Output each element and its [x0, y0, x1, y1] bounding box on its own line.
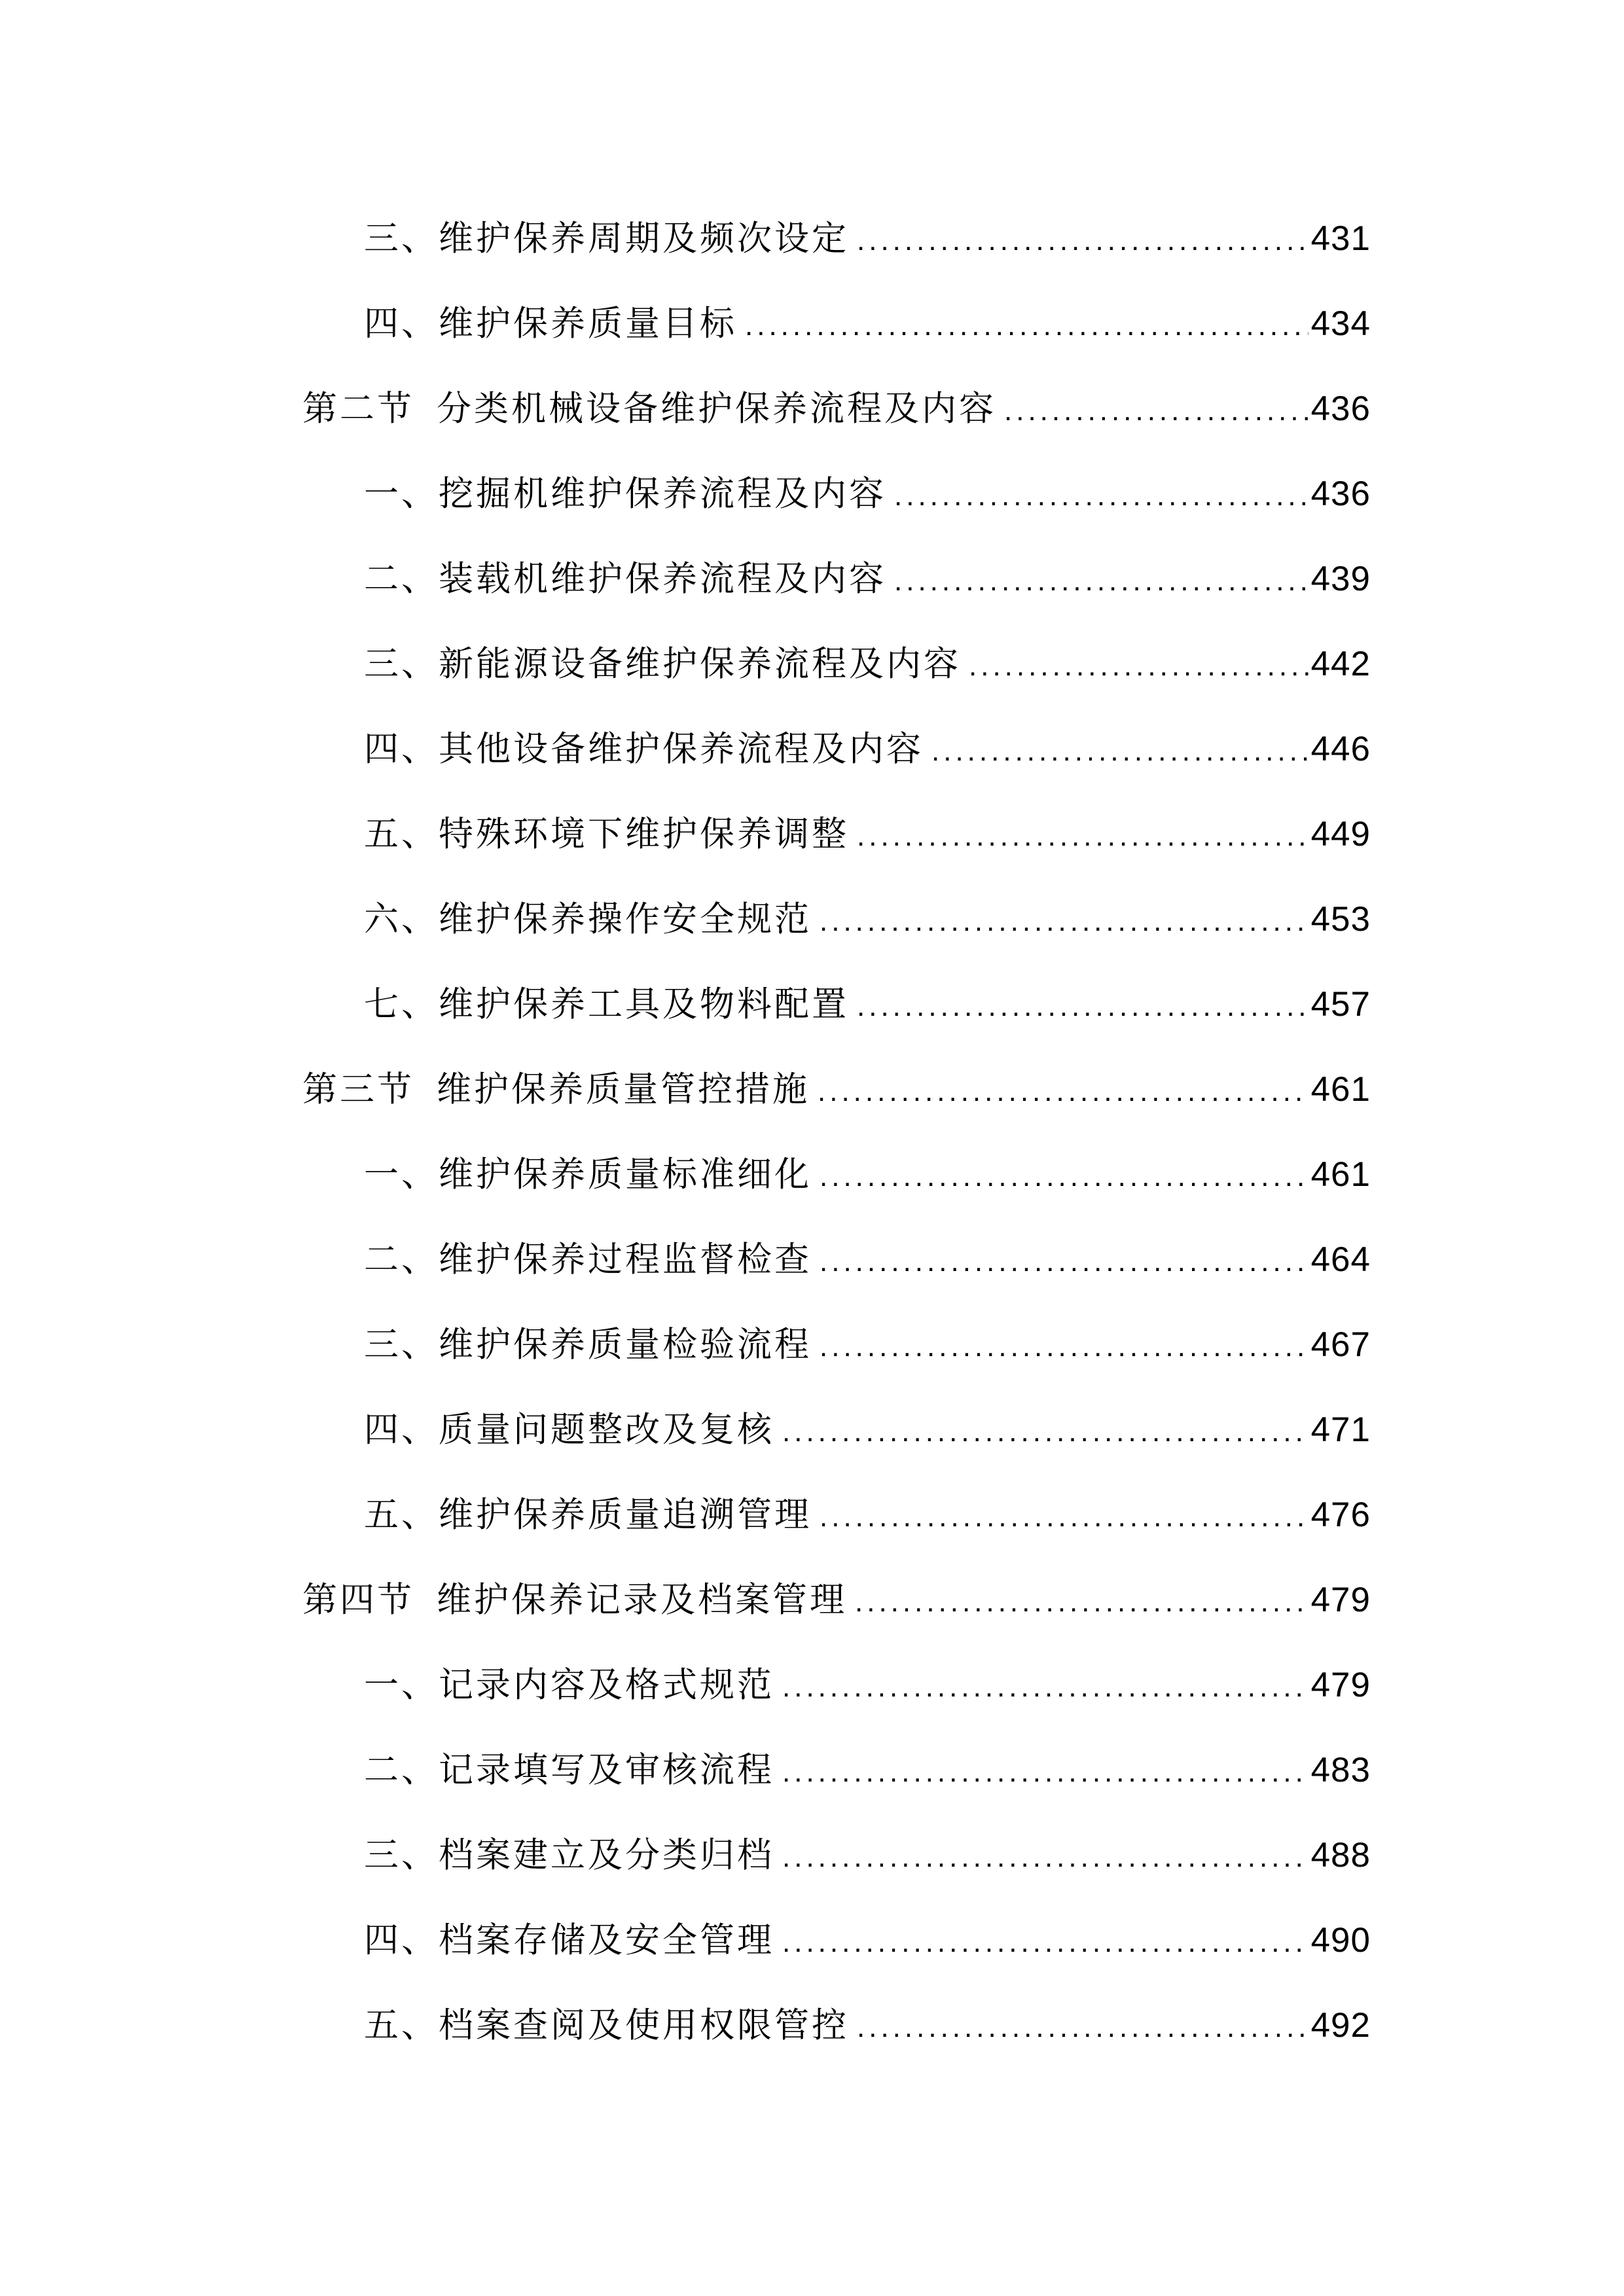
toc-entry-title: 一、维护保养质量标准细化 [364, 1155, 812, 1194]
toc-entry[interactable] [364, 1911, 1371, 1970]
toc-entry-title: 七、维护保养工具及物料配置 [364, 984, 849, 1024]
toc-dot-leader [820, 1147, 1308, 1206]
toc-section-number: 第四节 [302, 1580, 414, 1620]
toc-dot-leader [1004, 382, 1308, 440]
toc-entry[interactable] [364, 1741, 1371, 1800]
toc-section-heading [302, 1571, 847, 1630]
toc-entry[interactable] [364, 465, 1371, 524]
toc-dot-leader [818, 1062, 1308, 1121]
toc-page-number: 461 [1310, 1070, 1371, 1109]
toc-entry[interactable] [364, 1401, 1371, 1460]
toc-section-number: 第二节 [302, 389, 414, 429]
toc-page-number: 446 [1310, 730, 1371, 768]
toc-dot-leader [857, 977, 1308, 1036]
toc-entry-title: 一、记录内容及格式规范 [364, 1665, 774, 1705]
toc-page-number: 476 [1310, 1496, 1371, 1534]
toc-page-number: 439 [1310, 560, 1371, 598]
toc-dot-leader [855, 1573, 1308, 1632]
toc-entry-title: 二、记录填写及审核流程 [364, 1750, 774, 1790]
toc-entry-title: 五、特殊环境下维护保养调整 [364, 814, 849, 854]
toc-entry[interactable] [364, 1316, 1371, 1374]
toc-entry-title: 三、档案建立及分类归档 [364, 1835, 774, 1875]
toc-page-number: 479 [1310, 1666, 1371, 1704]
toc-entry-title: 三、维护保养质量检验流程 [364, 1325, 812, 1365]
toc-entry[interactable] [364, 209, 1371, 268]
toc-page-number: 436 [1310, 475, 1371, 513]
toc-entry[interactable] [364, 635, 1371, 694]
toc-dot-leader [857, 211, 1308, 270]
toc-entry[interactable] [364, 1230, 1371, 1289]
toc-entry-title: 六、维护保养操作安全规范 [364, 899, 812, 939]
toc-page-number: 449 [1310, 815, 1371, 853]
toc-section-heading [302, 1060, 810, 1119]
toc-entry-title: 二、装载机维护保养流程及内容 [364, 559, 886, 599]
toc-page-number: 471 [1310, 1410, 1371, 1449]
toc-entry-title: 四、维护保养质量目标 [364, 304, 737, 344]
toc-dot-leader [894, 552, 1308, 611]
toc-page-number: 483 [1310, 1751, 1371, 1789]
toc-section-heading [302, 380, 996, 439]
toc-page-number: 431 [1310, 219, 1371, 258]
toc-section-entry[interactable] [302, 1060, 1371, 1119]
toc-entry-title: 五、档案查阅及使用权限管控 [364, 2005, 849, 2045]
toc-entry[interactable] [364, 550, 1371, 609]
toc-entry[interactable] [364, 1486, 1371, 1545]
toc-dot-leader [931, 722, 1308, 781]
toc-entry-title: 三、新能源设备维护保养流程及内容 [364, 644, 961, 684]
toc-section-title: 分类机械设备维护保养流程及内容 [437, 389, 996, 429]
toc-section-title: 维护保养质量管控措施 [437, 1069, 810, 1109]
toc-dot-leader [857, 1998, 1308, 2057]
toc-entry-title: 二、维护保养过程监督检查 [364, 1240, 812, 1280]
toc-page-number: 467 [1310, 1325, 1371, 1364]
toc-page-number: 490 [1310, 1921, 1371, 1960]
toc-entry-title: 一、挖掘机维护保养流程及内容 [364, 474, 886, 514]
toc-page-number: 461 [1310, 1155, 1371, 1194]
toc-entry[interactable] [364, 1145, 1371, 1204]
toc-dot-leader [745, 296, 1308, 355]
toc-page-number: 453 [1310, 900, 1371, 939]
toc-dot-leader [820, 1488, 1308, 1547]
toc-section-title: 维护保养记录及档案管理 [437, 1580, 847, 1620]
toc-page-number: 488 [1310, 1836, 1371, 1874]
toc-entry[interactable] [364, 1826, 1371, 1885]
toc-dot-leader [782, 1658, 1308, 1717]
toc-entry[interactable] [364, 890, 1371, 949]
toc-dot-leader [782, 1913, 1308, 1972]
toc-section-entry[interactable] [302, 1571, 1371, 1630]
toc-page-number: 436 [1310, 389, 1371, 428]
toc-entry[interactable] [364, 295, 1371, 353]
toc-dot-leader [820, 1318, 1308, 1376]
toc-dot-leader [894, 467, 1308, 526]
toc-page-number: 479 [1310, 1581, 1371, 1619]
toc-entry[interactable] [364, 1996, 1371, 2055]
toc-entry-title: 四、质量问题整改及复核 [364, 1410, 774, 1450]
toc-entry-title: 四、档案存储及安全管理 [364, 1920, 774, 1960]
toc-dot-leader [857, 807, 1308, 866]
toc-entry[interactable] [364, 1656, 1371, 1715]
toc-entry-title: 三、维护保养周期及频次设定 [364, 219, 849, 259]
toc-page-number: 442 [1310, 645, 1371, 683]
toc-entry-title: 四、其他设备维护保养流程及内容 [364, 729, 924, 769]
toc-dot-leader [782, 1828, 1308, 1887]
toc-dot-leader [820, 892, 1308, 951]
toc-entry[interactable] [364, 720, 1371, 779]
toc-entry[interactable] [364, 805, 1371, 864]
toc-entry-title: 五、维护保养质量追溯管理 [364, 1495, 812, 1535]
toc-page-number: 434 [1310, 304, 1371, 343]
toc-entry[interactable] [364, 975, 1371, 1034]
toc-section-number: 第三节 [302, 1069, 414, 1109]
toc-dot-leader [782, 1743, 1308, 1802]
toc-section-entry[interactable] [302, 380, 1371, 439]
toc-page-number: 492 [1310, 2006, 1371, 2045]
toc-page-number: 464 [1310, 1240, 1371, 1279]
toc-dot-leader [820, 1232, 1308, 1291]
toc-dot-leader [969, 637, 1308, 696]
toc-page-number: 457 [1310, 985, 1371, 1024]
toc-dot-leader [782, 1403, 1308, 1462]
